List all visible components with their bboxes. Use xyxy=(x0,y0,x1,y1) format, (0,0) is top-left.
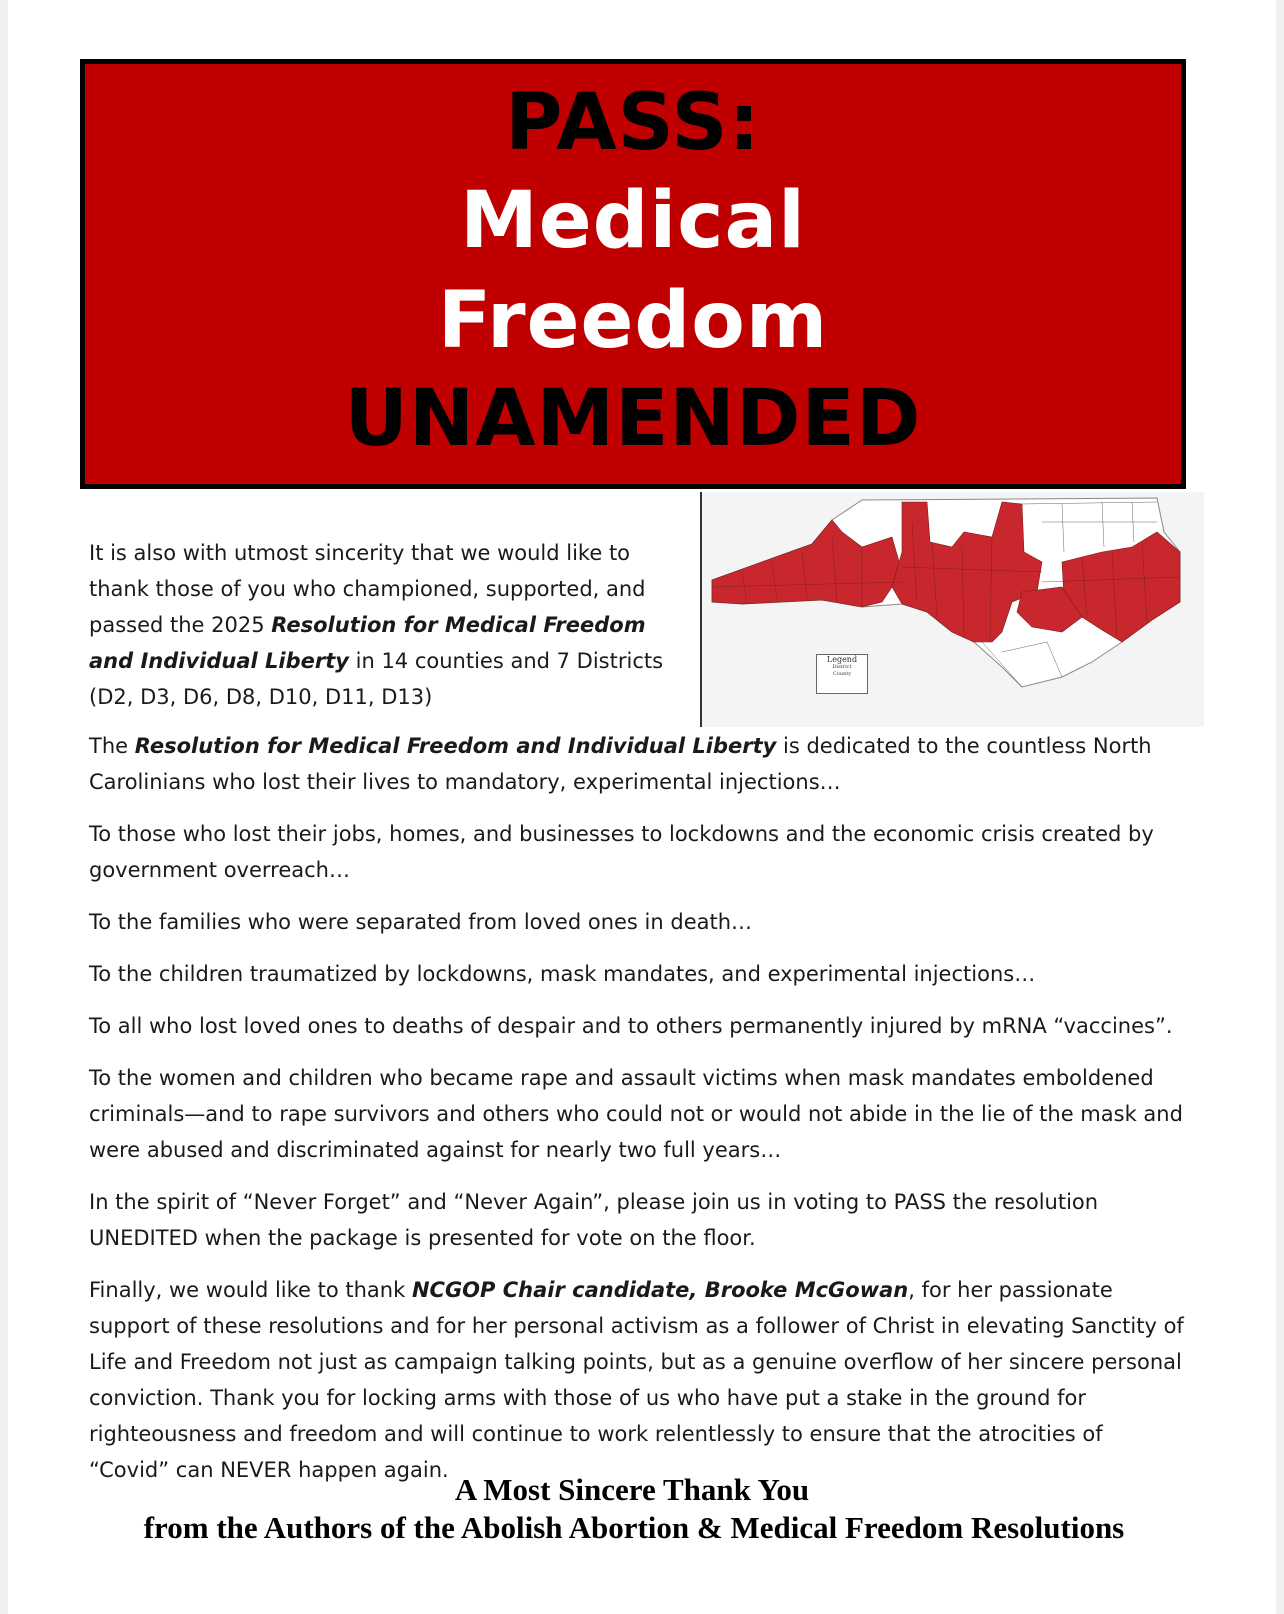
p1-resolution-name: Resolution for Medical Freedom and Individual Liberty xyxy=(134,734,777,758)
nc-map-graphic xyxy=(702,492,1202,727)
closing-authors: from the Authors of the Abolish Abortion & Medical Freedom Resolutions xyxy=(143,1510,1125,1545)
paragraph-2: To those who lost their jobs, homes, and businesses to lockdowns and the economic crisis created by government overreach… xyxy=(89,822,1154,882)
p8-candidate-name: NCGOP Chair candidate, Brooke McGowan xyxy=(411,1278,909,1302)
nc-county-map xyxy=(700,492,1204,727)
headline-banner xyxy=(80,59,1186,489)
paragraph-3: To the families who were separated from loved ones in death… xyxy=(89,910,753,934)
paragraph-1 xyxy=(89,728,1189,800)
p8-after: , for her passionate support of these resolutions and for her personal activism as a follower of Christ in elevating Sanctity of Life and Freedom not just as campaign talking points, but as a genuine overflow of her sincere personal conviction. Thank you for locking arms with those of us who have put a stake in the ground for righteousness and freedom and will continue to work relentlessly to ensure that the atrocities of “Covid” can NEVER happen again. xyxy=(89,1278,1184,1482)
intro-text-before: It is also with utmost sincerity that we would like to thank those of you who championed, supported, and passed the 2025 xyxy=(89,541,646,637)
closing-thank-you: A Most Sincere Thank You xyxy=(454,1472,810,1507)
paragraph-8 xyxy=(89,1272,1189,1488)
banner-line-unamended: UNAMENDED xyxy=(344,374,922,464)
paragraph-5: To all who lost loved ones to deaths of despair and to others permanently injured by mRNA “vaccines”. xyxy=(89,1014,1173,1038)
p8-before: Finally, we would like to thank xyxy=(89,1278,412,1302)
legend-title: Legend xyxy=(826,655,858,664)
banner-line-pass: PASS: xyxy=(505,78,761,168)
paragraph-6: To the women and children who became rape and assault victims when mask mandates emboldened criminals—and to rape survivors and others who could not or would not abide in the lie of the mask and were abused and discriminated against for nearly two full years… xyxy=(89,1066,1183,1162)
map-legend xyxy=(816,654,868,694)
legend-district: District xyxy=(832,664,852,670)
paragraph-4: To the children traumatized by lockdowns, mask mandates, and experimental injections… xyxy=(89,962,1036,986)
banner-line-freedom: Freedom xyxy=(437,276,829,366)
p1-after: is dedicated to the countless North Carolinians who lost their lives to mandatory, experimental injections… xyxy=(89,734,1152,794)
intro-text-after: in 14 counties and 7 Districts (D2, D3, D6, D8, D10, D11, D13) xyxy=(89,649,664,709)
body-text xyxy=(89,728,1189,1504)
paragraph-7: In the spirit of “Never Forget” and “Never Again”, please join us in voting to PASS the resolution UNEDITED when the package is presented for vote on the floor. xyxy=(89,1190,1099,1250)
p1-before: The xyxy=(89,734,135,758)
intro-paragraph xyxy=(89,535,679,715)
legend-county: County xyxy=(832,671,852,677)
intro-resolution-name: Resolution for Medical Freedom and Individual Liberty xyxy=(89,613,646,673)
banner-line-medical: Medical xyxy=(460,176,806,266)
